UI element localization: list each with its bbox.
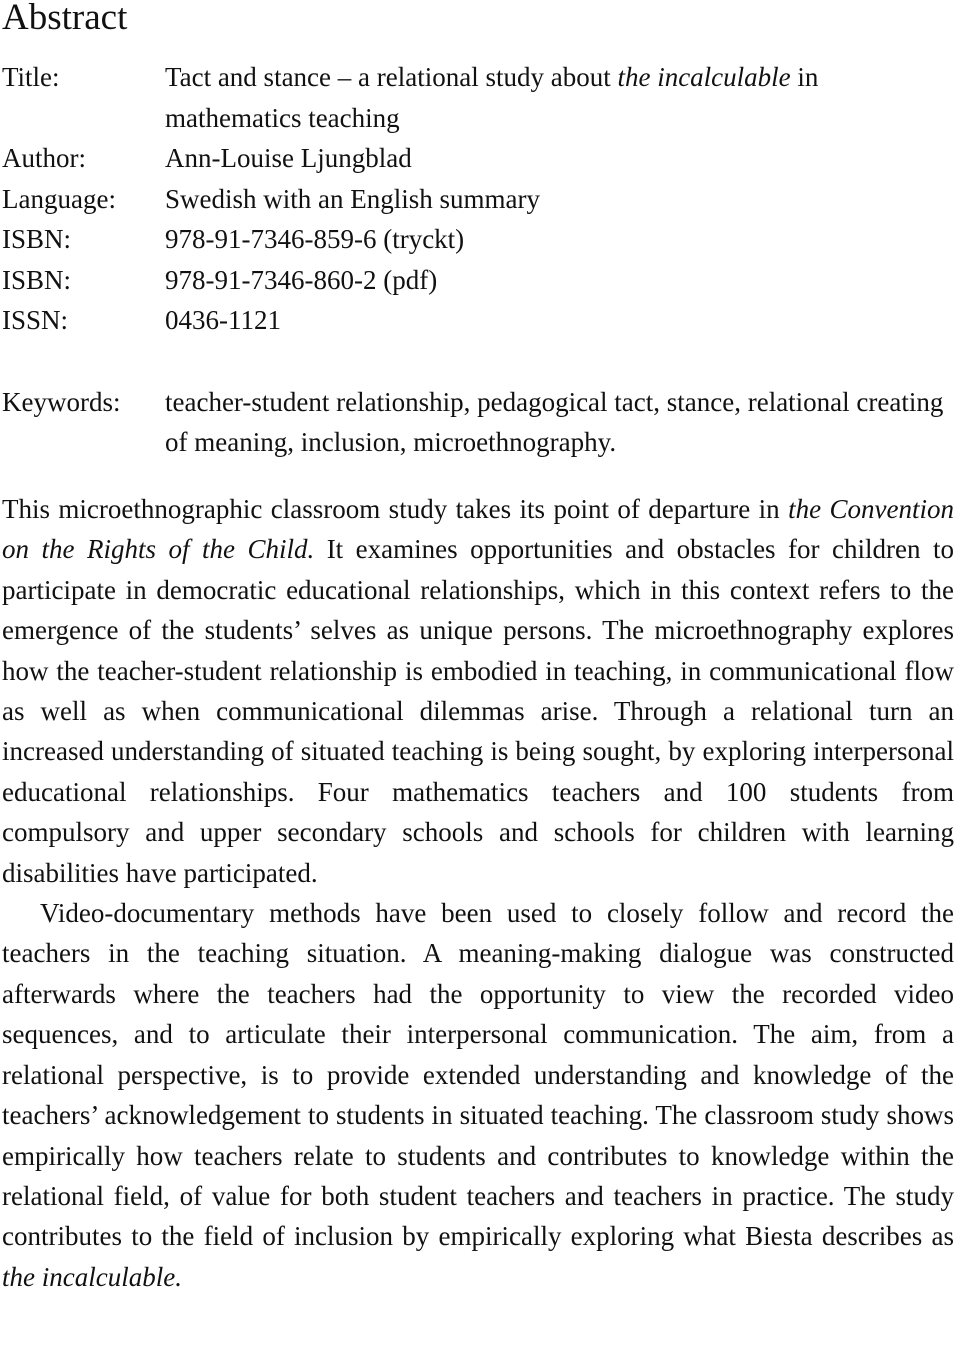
page-title: Abstract: [2, 0, 128, 38]
title-text-part2: in mathematics teaching: [165, 62, 819, 133]
p2-text-start: Video-documentary methods have been used to closely follow and record the teachers in the teaching situation. A meaning-making dialogue was constructed afterwards where the teachers had the opportunity to view the recorded video sequences, and to articulate their interpersonal communication. The aim, from a relational perspective, is to provide extended understanding and knowledge of the teachers’ acknowledgement to students in situated teaching. The classroom study shows empirically how teachers relate to students and contributes to knowledge within the relational field, of value for both student teachers and teachers in practice. The study contributes to the field of inclusion by empirically exploring what Biesta describes as: [2, 898, 954, 1252]
p1-text-start: This microethnographic classroom study takes its point of departure in: [2, 494, 789, 524]
isbn-pdf-label: ISBN:: [2, 264, 72, 295]
isbn-print-label: ISBN:: [2, 224, 72, 254]
p1-text-italic: the Convention on the Rights of the Child.: [2, 494, 954, 565]
p1-text-rest: It examines opportunities and obstacles for children to participate in democratic educational relationships, which in this context refers to the emergence of the students’ selves as unique persons. The microethnography explores how the teacher-student relationship is embodied in teaching, in communicational flow as well as when communicational dilemmas arise. Through a relational turn an increased understanding of situated teaching is being sought, by exploring interpersonal educational relationships. Four mathematics teachers and 100 students from compulsory and upper secondary schools and schools for children with learning disabilities have participated.: [2, 534, 954, 888]
title-value: [165, 57, 945, 138]
issn-value: 0436-1121: [165, 305, 281, 335]
abstract-body: [2, 489, 954, 1297]
title-text-part1: Tact and stance – a relational study about: [165, 62, 618, 92]
language-value: Swedish with an English summary: [165, 183, 540, 214]
title-text-italic: the incalculable: [617, 62, 791, 92]
metadata-block: [0, 57, 960, 463]
keywords-value: teacher-student relationship, pedagogical tact, stance, relational creating of meaning, inclusion, microethnography.: [165, 386, 944, 457]
meta-row-issn: [0, 300, 960, 341]
isbn-print-value: 978-91-7346-859-6 (tryckt): [165, 224, 465, 254]
p2-text-italic: the incalculable.: [2, 1261, 182, 1292]
meta-row-isbn-print: [0, 219, 960, 260]
meta-row-title: [0, 57, 960, 138]
author-label: Author:: [2, 143, 86, 173]
abstract-paragraph-1: [2, 489, 954, 893]
abstract-paragraph-2: [2, 893, 954, 1297]
language-label: Language:: [2, 183, 116, 214]
meta-row-author: [0, 138, 960, 179]
author-value: Ann-Louise Ljungblad: [165, 143, 412, 173]
meta-row-isbn-pdf: [0, 260, 960, 301]
meta-row-keywords: [0, 382, 960, 463]
meta-row-language: [0, 179, 960, 220]
isbn-pdf-value: 978-91-7346-860-2 (pdf): [165, 264, 438, 295]
keywords-label: Keywords:: [2, 386, 121, 417]
meta-spacer: [0, 341, 960, 382]
issn-label: ISSN:: [2, 305, 69, 335]
title-label: Title:: [2, 62, 60, 92]
